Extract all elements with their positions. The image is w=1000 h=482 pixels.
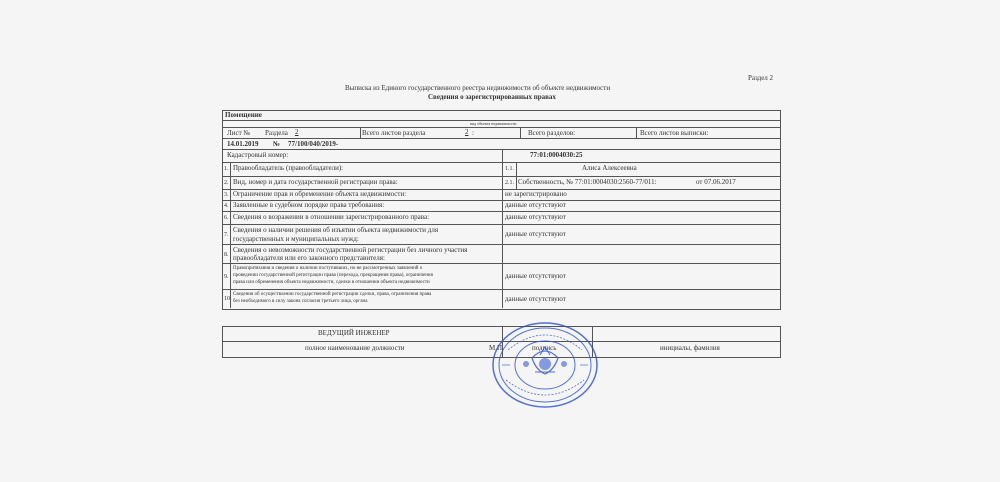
row-label: права или обременения объекта недвижимости, сделки в отношении объекта недвижимости <box>233 280 430 285</box>
row-label: Правопритязания и сведения о наличии поступивших, но не рассмотренных заявлений о <box>233 266 423 271</box>
official-stamp <box>490 320 600 410</box>
position-caption: полное наименование должности <box>305 344 405 352</box>
row-value: данные отсутствуют <box>505 213 566 221</box>
document-page: Раздел 2 Выписка из Единого государственного реестра недвижимости об объекте недвижимости Сведения о зарегистрированных правах Помещение вид объекта недвижимости Лист № Раздела 2 Всего листов раздела 2 : Всего разделов: Всего листов выписки: 14.01.2019 № 77/100/040/2019- Кадастровый номер: 77:01:0004030:25 1. Правообладатель (правообладатели): 1.1. Алиса Алексеевна 2. Вид, номер и дата государственной регистрации права: 2.1. Собственность, № 77:01:0004030:2560-77/011: от 07.06.2017 3. Ограничение прав и обременение объекта недвижимости: не зарегистрировано 4. Заявленные в судебном порядке права требования: данные отсутствуют 6. Сведения о возражении в отношении зарегистрированного права: данные отсутствуют 7. Сведения о наличии решения об изъятии объекта недвижимости для государственных и муниципальных нужд: данные отсутствуют 8. Сведения о невозможности государственной регистрации без личного участия правообладателя или его законного представителя: 9. Правопритязания и сведения о наличии поступивших, но не рассмотренных заявлений о проведении государственной регистрации права (перехода, прекращения права), ограничения права или обременения объекта недвижимости, сделки в отношении объекта недвижимости данные отсутствуют 10. Сведения об осуществлении государственной регистрации сделки, права, ограничения права без необходимого в силу закона согласия третьего лица, органа данные отсутствуют ВЕДУЩИЙ ИНЖЕНЕР полное наименование должности М.П. подпись инициалы, фамилия <box>0 0 1000 482</box>
object-type: Помещение <box>225 111 262 119</box>
cadastral-label: Кадастровый номер: <box>227 151 289 159</box>
extract-date: 14.01.2019 <box>227 140 259 148</box>
row-subnumber: 2.1. <box>505 180 514 186</box>
row-number: 3. <box>224 192 229 198</box>
row-number: 7. <box>224 232 229 238</box>
extract-number: 77/100/040/2019- <box>288 140 339 148</box>
object-type-caption: вид объекта недвижимости <box>470 121 517 126</box>
row-value: данные отсутствуют <box>505 272 566 280</box>
razdel-label: Раздела <box>265 129 288 137</box>
signer-position: ВЕДУЩИЙ ИНЖЕНЕР <box>318 329 390 337</box>
row-number: 8. <box>224 252 229 258</box>
row-number: 2. <box>224 180 229 186</box>
row-label: Сведения о возражении в отношении зарегистрированного права: <box>233 213 430 221</box>
signature-caption: подпись <box>532 344 557 352</box>
row-label: правообладателя или его законного представителя: <box>233 254 385 262</box>
row-label: Сведения о невозможности государственной регистрации без личного участия <box>233 246 468 254</box>
document-title: Выписка из Единого государственного реестра недвижимости об объекте недвижимости <box>345 84 611 92</box>
row-value: не зарегистрировано <box>505 190 567 198</box>
row-label: Заявленные в судебном порядке права требования: <box>233 201 385 209</box>
registration-record: Собственность, № 77:01:0004030:2560-77/011: <box>518 178 657 186</box>
row-label: Правообладатель (правообладатели): <box>233 164 344 172</box>
row-number: 4. <box>224 203 229 209</box>
initials-caption: инициалы, фамилия <box>660 344 720 352</box>
total-sheets-label: Всего листов выписки: <box>640 129 709 137</box>
stamp-place-label: М.П. <box>489 344 504 352</box>
total-in-razdel-label: Всего листов раздела <box>362 129 426 137</box>
row-number: 9. <box>224 274 229 280</box>
sheet-no-label: Лист № <box>227 129 251 137</box>
registration-date: от 07.06.2017 <box>696 178 736 186</box>
total-in-razdel-value: 2 <box>465 128 469 136</box>
row-label: Вид, номер и дата государственной регистрации права: <box>233 178 398 186</box>
row-number: 1. <box>224 166 229 172</box>
total-razdels-label: Всего разделов: <box>528 129 576 137</box>
row-label: Сведения об осуществлении государственной регистрации сделки, права, ограничения права <box>233 292 432 297</box>
row-label: проведении государственной регистрации права (перехода, прекращения права), ограничения <box>233 273 433 278</box>
document-subtitle: Сведения о зарегистрированных правах <box>428 93 556 101</box>
row-number: 10. <box>224 296 232 302</box>
section-label: Раздел 2 <box>748 74 774 82</box>
row-label: без необходимого в силу закона согласия третьего лица, органа <box>233 299 368 304</box>
cadastral-number: 77:01:0004030:25 <box>530 151 583 159</box>
row-subnumber: 1.1. <box>505 166 514 172</box>
row-label: Ограничение прав и обременение объекта недвижимости: <box>233 190 407 198</box>
row-value: данные отсутствуют <box>505 230 566 238</box>
row-value: данные отсутствуют <box>505 295 566 303</box>
rightholder-name: Алиса Алексеевна <box>582 164 637 172</box>
number-sign: № <box>273 140 281 148</box>
row-label: Сведения о наличии решения об изъятии объекта недвижимости для <box>233 226 439 234</box>
row-label: государственных и муниципальных нужд: <box>233 235 359 243</box>
row-value: данные отсутствуют <box>505 201 566 209</box>
row-number: 6. <box>224 215 229 221</box>
razdel-value: 2 <box>295 128 299 136</box>
